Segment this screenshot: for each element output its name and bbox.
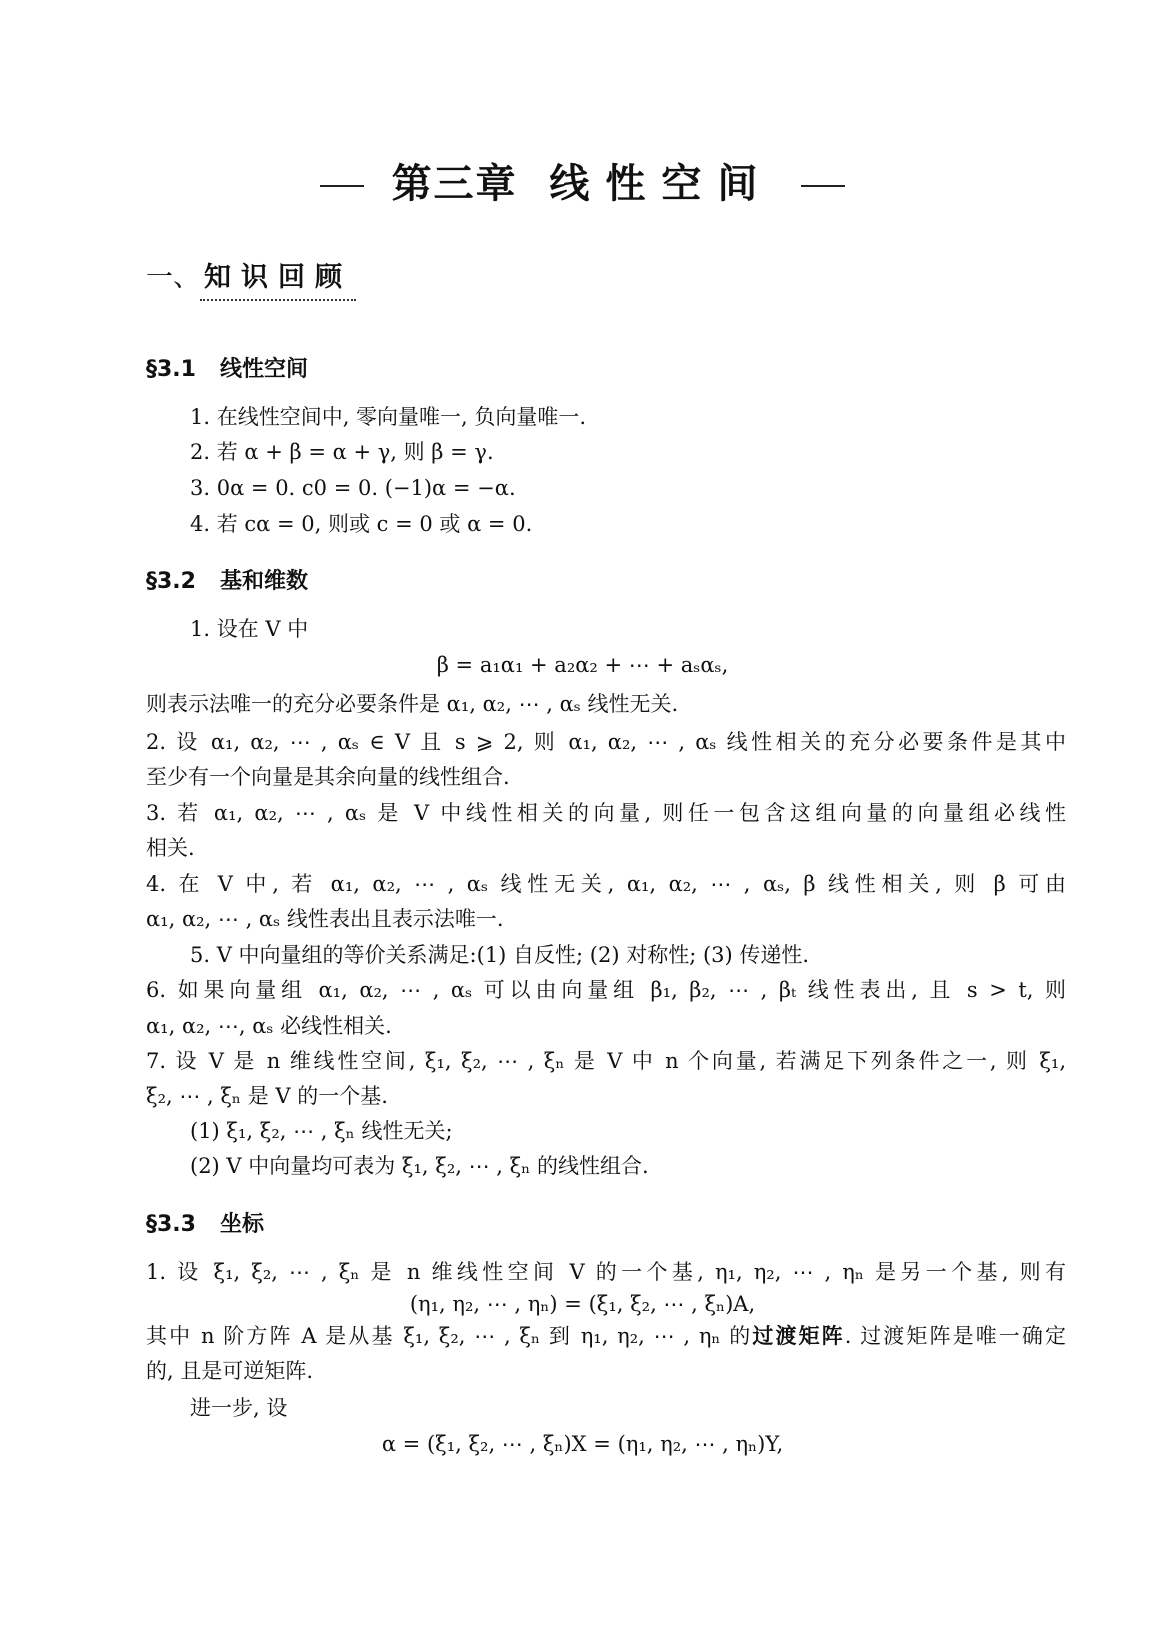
paragraph-line: 7. 设 V 是 n 维线性空间, ξ₁, ξ₂, ⋯ , ξₙ 是 V 中 n 个向量, 若满足下列条件之一, 则 ξ₁, — [146, 1049, 1066, 1073]
equation: β = a₁α₁ + a₂α₂ + ⋯ + aₛαₛ, — [436, 653, 729, 677]
paragraph-line: 相关. — [146, 836, 195, 860]
paragraph-line: 进一步, 设 — [190, 1396, 288, 1420]
chapter-number: 第三章 — [391, 161, 518, 207]
list-item: 2. 若 α + β = α + γ, 则 β = γ. — [190, 440, 494, 464]
text-run: . 过渡矩阵是唯一确定 — [844, 1324, 1066, 1348]
chapter-name: 线性空间 — [549, 161, 774, 207]
section-title: 坐标 — [220, 1212, 265, 1237]
equation: (η₁, η₂, ⋯ , ηₙ) = (ξ₁, ξ₂, ⋯ , ξₙ)A, — [409, 1292, 756, 1316]
paragraph-line: 1. 设 ξ₁, ξ₂, ⋯ , ξₙ 是 n 维线性空间 V 的一个基, η₁, η₂, ⋯ , ηₙ 是另一个基, 则有 — [146, 1260, 1066, 1284]
paragraph-line: 6. 如果向量组 α₁, α₂, ⋯ , αₛ 可以由向量组 β₁, β₂, ⋯ , βₜ 线性表出, 且 s > t, 则 — [146, 978, 1066, 1002]
section-number: §3.1 — [146, 357, 196, 382]
paragraph-line: 则表示法唯一的充分必要条件是 α₁, α₂, ⋯ , αₛ 线性无关. — [146, 692, 679, 716]
paragraph-line: 2. 设 α₁, α₂, ⋯ , αₛ ∈ V 且 s ⩾ 2, 则 α₁, α₂, ⋯ , αₛ 线性相关的充分必要条件是其中 — [146, 730, 1066, 754]
title-dash-right — [801, 185, 845, 187]
paragraph-line: 5. V 中向量组的等价关系满足:(1) 自反性; (2) 对称性; (3) 传递性. — [190, 943, 810, 967]
paragraph-line: 4. 在 V 中, 若 α₁, α₂, ⋯ , αₛ 线性无关, α₁, α₂, ⋯ , αₛ, β 线性相关, 则 β 可由 — [146, 872, 1066, 896]
section-3-1-heading — [146, 356, 308, 384]
keyword-transition-matrix: 过渡矩阵 — [752, 1324, 845, 1348]
review-prefix: 一、 — [146, 262, 200, 293]
equation: α = (ξ₁, ξ₂, ⋯ , ξₙ)X = (η₁, η₂, ⋯ , ηₙ)Y, — [381, 1432, 784, 1456]
review-title: 知识回顾 — [200, 262, 356, 301]
chapter-title — [0, 160, 1165, 208]
paragraph-line: ξ₂, ⋯ , ξₙ 是 V 的一个基. — [146, 1084, 388, 1108]
text-run: 其中 n 阶方阵 A 是从基 ξ₁, ξ₂, ⋯ , ξₙ 到 η₁, η₂, ⋯ , ηₙ 的 — [146, 1324, 753, 1348]
paragraph-line: 1. 设在 V 中 — [190, 617, 309, 641]
list-item: 4. 若 cα = 0, 则或 c = 0 或 α = 0. — [190, 512, 533, 536]
list-item: (1) ξ₁, ξ₂, ⋯ , ξₙ 线性无关; — [190, 1119, 453, 1143]
section-3-3-heading — [146, 1211, 264, 1239]
paragraph-line: 的, 且是可逆矩阵. — [146, 1359, 314, 1383]
list-item: (2) V 中向量均可表为 ξ₁, ξ₂, ⋯ , ξₙ 的线性组合. — [190, 1154, 649, 1178]
paragraph-line: α₁, α₂, ⋯, αₛ 必线性相关. — [146, 1014, 392, 1038]
review-heading — [146, 262, 356, 294]
section-title: 基和维数 — [220, 569, 309, 594]
section-3-2-heading — [146, 568, 308, 596]
title-dash-left — [320, 185, 364, 187]
paragraph-line: α₁, α₂, ⋯ , αₛ 线性表出且表示法唯一. — [146, 907, 504, 931]
paragraph-line — [146, 1322, 1066, 1350]
paragraph-line: 3. 若 α₁, α₂, ⋯ , αₛ 是 V 中线性相关的向量, 则任一包含这组向量的向量组必线性 — [146, 801, 1066, 825]
section-number: §3.2 — [146, 569, 196, 594]
section-number: §3.3 — [146, 1212, 196, 1237]
section-title: 线性空间 — [220, 357, 309, 382]
list-item: 1. 在线性空间中, 零向量唯一, 负向量唯一. — [190, 405, 587, 429]
paragraph-line: 至少有一个向量是其余向量的线性组合. — [146, 765, 510, 789]
list-item: 3. 0α = 0. c0 = 0. (−1)α = −α. — [190, 476, 516, 500]
